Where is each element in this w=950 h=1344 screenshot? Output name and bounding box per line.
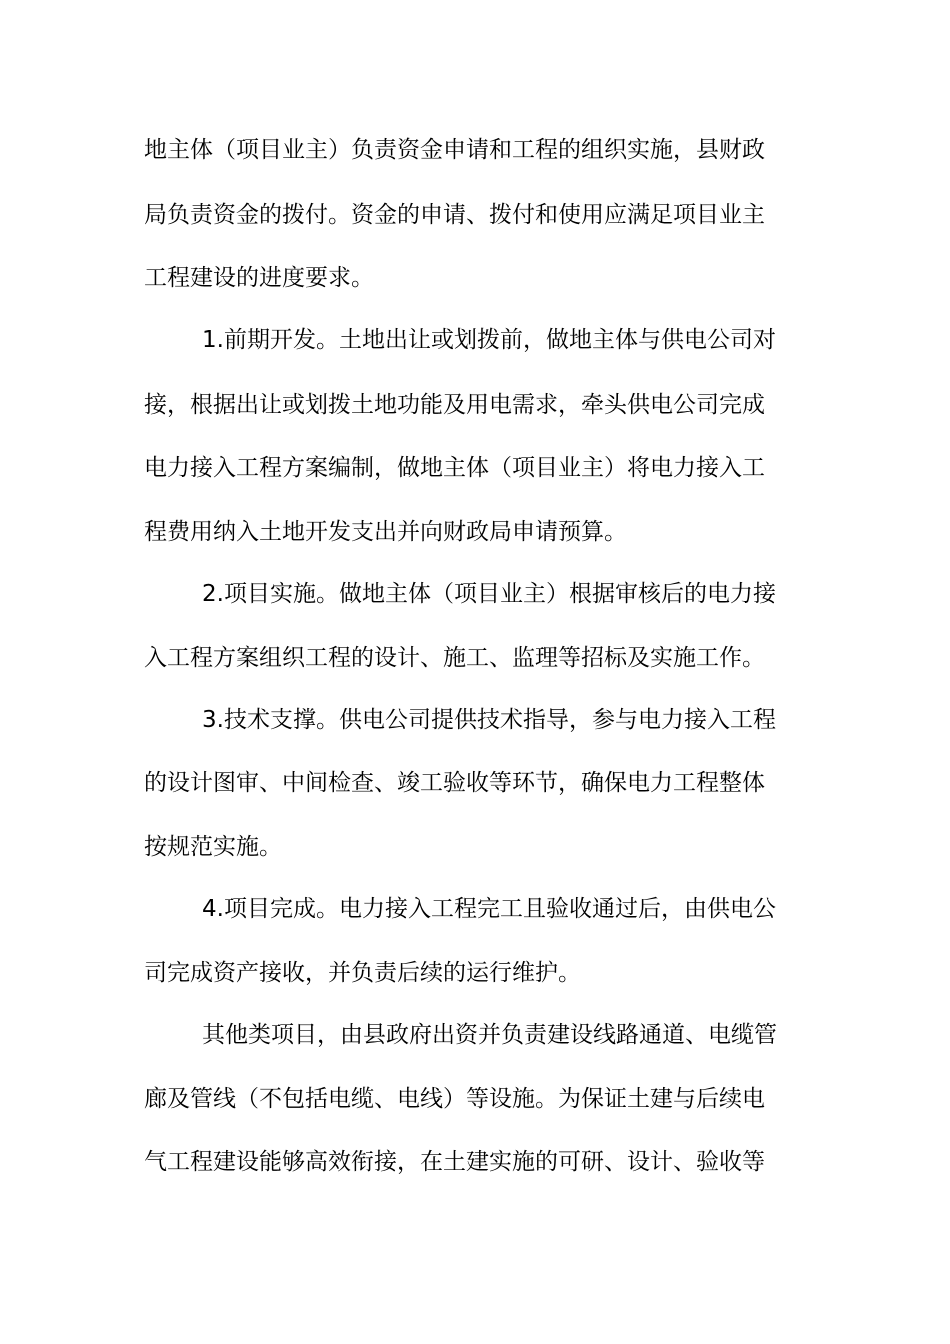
paragraph-line: 3.技术支撑。供电公司提供技术指导，参与电力接入工程 (202, 707, 776, 733)
paragraph-line: 其他类项目，由县政府出资并负责建设线路通道、电缆管 (202, 1022, 777, 1048)
paragraph-line: 地主体（项目业主）负责资金申请和工程的组织实施，县财政 (144, 137, 765, 163)
paragraph-line: 电力接入工程方案编制，做地主体（项目业主）将电力接入工 (144, 455, 765, 481)
paragraph-line: 的设计图审、中间检查、竣工验收等环节，确保电力工程整体 (144, 770, 765, 796)
paragraph-line: 接，根据出让或划拨土地功能及用电需求，牵头供电公司完成 (144, 392, 765, 418)
paragraph-line: 司完成资产接收，并负责后续的运行维护。 (144, 960, 581, 986)
paragraph-line: 按规范实施。 (144, 834, 282, 860)
paragraph-line: 局负责资金的拨付。资金的申请、拨付和使用应满足项目业主 (144, 202, 765, 228)
paragraph-line: 工程建设的进度要求。 (144, 265, 374, 291)
paragraph-line: 程费用纳入土地开发支出并向财政局申请预算。 (144, 519, 627, 545)
paragraph-line: 气工程建设能够高效衔接，在土建实施的可研、设计、验收等 (144, 1149, 765, 1175)
paragraph-line: 廊及管线（不包括电缆、电线）等设施。为保证土建与后续电 (144, 1086, 765, 1112)
paragraph-line: 1.前期开发。土地出让或划拨前，做地主体与供电公司对 (202, 327, 776, 353)
paragraph-line: 2.项目实施。做地主体（项目业主）根据审核后的电力接 (202, 581, 776, 607)
paragraph-line: 4.项目完成。电力接入工程完工且验收通过后，由供电公 (202, 896, 776, 922)
paragraph-line: 入工程方案组织工程的设计、施工、监理等招标及实施工作。 (144, 645, 765, 671)
